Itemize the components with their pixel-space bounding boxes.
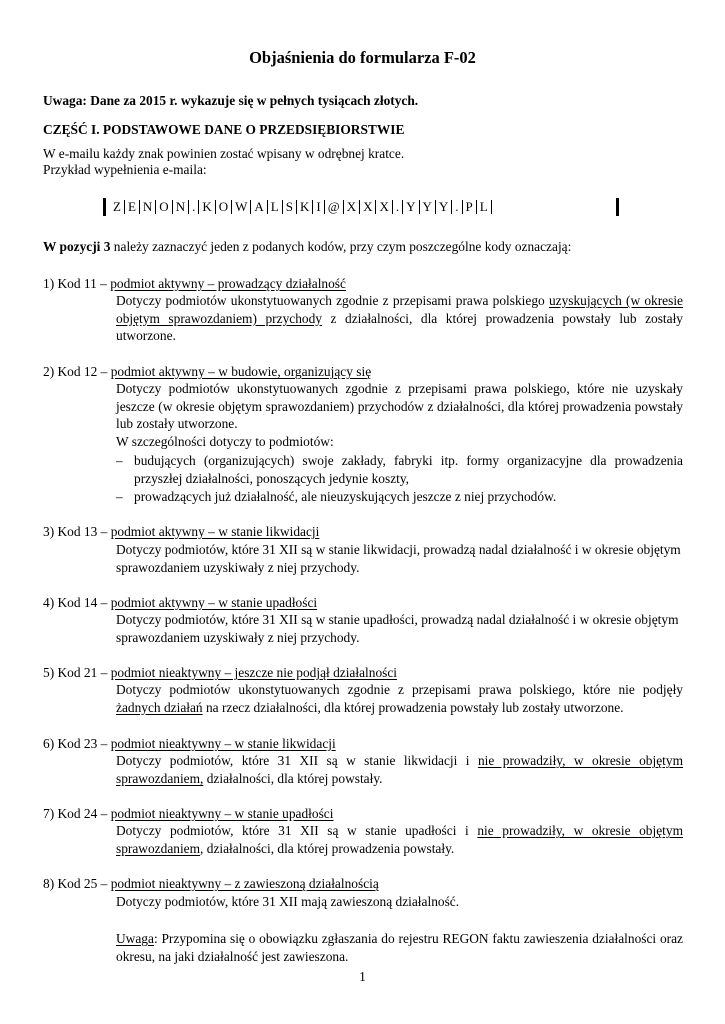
code-12-line-4: W szczególności dotyczy to podmiotów: [116,433,334,449]
email-char-cell: X [346,199,357,215]
code-11-prefix: 1) Kod 11 – [43,276,111,291]
code-11-line-3: utworzone. [116,328,176,344]
email-char-cell: O [159,199,169,215]
email-char-cell: Y [438,199,449,215]
email-cell-separator [491,200,492,214]
email-char-cell: N [142,199,153,215]
email-char-cell: L [479,199,488,215]
page-number: 1 [359,969,366,984]
code-25-description: Dotyczy podmiotów, które 31 XII mają zawieszoną działalność. [116,894,460,909]
email-char-cell: . [395,199,400,215]
grid-left-edge [103,198,106,216]
code-23-label: podmiot nieaktywny – w stanie likwidacji [110,736,336,751]
code-24-label: podmiot nieaktywny – w stanie upadłości [110,806,334,821]
code-12-bullet-2: – prowadzących już działalność, ale nieuzyskujących jeszcze z niej przychodów. [116,489,557,504]
email-char-cell: O [218,199,229,215]
email-char-cell: W [235,199,248,215]
email-char-cell: N [175,199,186,215]
code-12-label: podmiot aktywny – w budowie, organizujący się [110,364,372,379]
code-23-heading: 6) Kod 23 – podmiot nieaktywny – w stanie likwidacji [43,736,336,751]
code-14-description: Dotyczy podmiotów, które 31 XII są w stanie upadłości, prowadzą nadal działalność i w okresie objętym sprawozdaniem uzyskiwały z niej przychody. [116,612,679,645]
email-example-cells [110,198,498,216]
code-23-description: Dotyczy podmiotów, które 31 XII są w stanie likwidacji i nie prowadziły, w okresie objętym sprawozdaniem, działalności, dla której powstały. [116,753,683,786]
code-12-bullet-1: – budujących (organizujących) swoje zakłady, fabryki itp. formy organizacyjne dla prowadzenia przyszłej działalności, ponoszących jedynie koszty, [116,453,683,486]
code-14-heading: 4) Kod 14 – podmiot aktywny – w stanie upadłości [43,595,318,610]
email-char-cell: Y [406,199,416,215]
code-12-line-1: Dotyczy podmiotów ukonstytuowanych zgodnie z przepisami prawa polskiego, które nie uzyskały [116,381,683,396]
code-25-heading: 8) Kod 25 – podmiot nieaktywny – z zawieszoną działalnością [43,876,379,891]
code-25-note: Uwaga: Przypomina się o obowiązku zgłaszania do rejestru REGON faktu zawieszenia działalności oraz okresu, na jaki działalność jest zawieszona. [116,931,683,964]
code-12-heading: 2) Kod 12 – podmiot aktywny – w budowie, organizujący się [43,364,372,379]
section-heading: CZĘŚĆ I. PODSTAWOWE DANE O PRZEDSIĘBIORSTWIE [43,122,405,137]
code-11-label: podmiot aktywny – prowadzący działalność [110,276,346,291]
code-13-heading: 3) Kod 13 – podmiot aktywny – w stanie likwidacji [43,524,320,539]
code-12-line-2: jeszcze (w okresie objętym sprawozdaniem) przychodów z działalności, dla której prowadzenia powstały [116,398,683,414]
email-char-cell: . [455,199,459,215]
code-14-label: podmiot aktywny – w stanie upadłości [110,595,318,610]
email-example-grid [103,198,619,216]
code-24-description: Dotyczy podmiotów, które 31 XII są w stanie upadłości i nie prowadziły, w okresie objętym sprawozdaniem, działalności, dla której prowadzenia powstały. [116,823,683,856]
code-21-label: podmiot nieaktywny – jeszcze nie podjął działalności [110,665,398,680]
email-char-cell: X [363,199,373,215]
code-11-heading [43,275,346,293]
email-instruction-1: W e-mailu każdy znak powinien zostać wpisany w odrębnej kratce. [43,146,405,161]
email-char-cell: . [192,199,196,215]
email-char-cell: P [465,199,473,215]
position3-intro [43,238,683,256]
code-11-description [116,292,683,345]
code-11-line-2: objętym sprawozdaniem) przychody z działalności, dla której prowadzenia powstały lub zostały [116,310,684,326]
code-25-label: podmiot nieaktywny – z zawieszoną działalnością [110,876,379,891]
email-instruction-2: Przykład wypełnienia e-maila: [43,162,207,177]
email-char-cell: Y [422,199,432,215]
email-char-cell: X [379,199,389,215]
email-char-cell: S [285,199,293,215]
email-char-cell: @ [327,199,340,215]
email-char-cell: L [270,199,279,215]
code-21-description: Dotyczy podmiotów ukonstytuowanych zgodnie z przepisami prawa polskiego, które nie podjęły żadnych działań na rzecz działalności, dla której prowadzenia powstały lub zostały utworzone. [116,682,683,715]
page-title: Objaśnienia do formularza F-02 [249,48,476,67]
position3-bold: W pozycji 3 [43,239,111,254]
code-12-line-3: lub zostały utworzone. [116,416,238,432]
email-char-cell: K [299,199,310,215]
code-13-label: podmiot aktywny – w stanie likwidacji [110,524,320,539]
email-char-cell: K [202,199,212,215]
code-13-description: Dotyczy podmiotów, które 31 XII są w stanie likwidacji, prowadzą nadal działalność i w okresie objętym sprawozdaniem uzyskiwały z niej przychody. [116,542,681,575]
code-24-heading: 7) Kod 24 – podmiot nieaktywny – w stanie upadłości [43,806,334,821]
amounts-note: Uwaga: Dane za 2015 r. wykazuje się w pełnych tysiącach złotych. [43,93,419,108]
email-char-cell: E [127,199,136,215]
email-char-cell: Z [113,199,121,215]
code-21-heading: 5) Kod 21 – podmiot nieaktywny – jeszcze nie podjął działalności [43,665,398,680]
email-char-cell: A [254,199,264,215]
position3-rest: należy zaznaczyć jeden z podanych kodów, przy czym poszczególne kody oznaczają: [110,239,572,254]
email-char-cell: I [316,199,321,215]
code-12-description [116,380,683,450]
code-11-line-1: Dotyczy podmiotów ukonstytuowanych zgodnie z przepisami prawa polskiego uzyskujących (w okresie [116,293,683,308]
grid-right-edge [616,198,619,216]
